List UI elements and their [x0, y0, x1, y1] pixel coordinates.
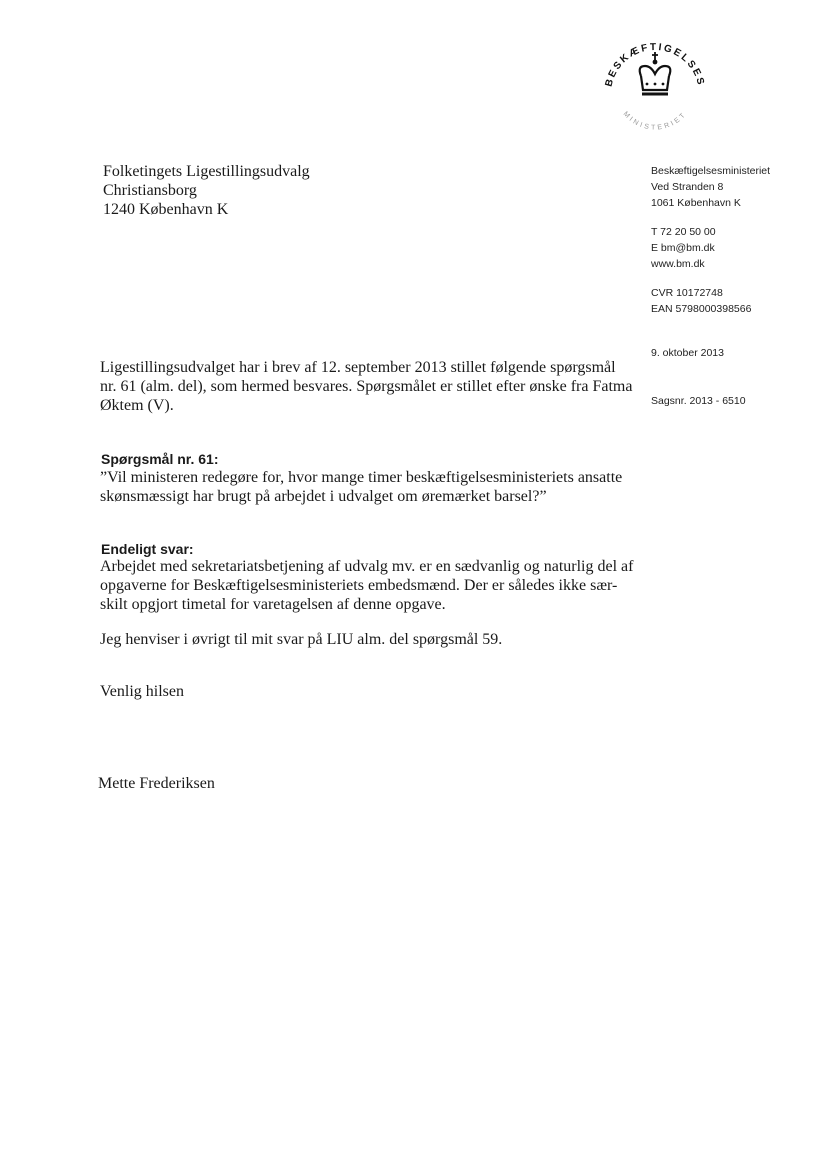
question-heading: Spørgsmål nr. 61:: [101, 451, 219, 467]
sender-name: Beskæftigelsesministeriet: [651, 165, 771, 177]
closing-greeting: Venlig hilsen: [100, 683, 184, 700]
sender-web: www.bm.dk: [651, 258, 705, 270]
answer-line: skilt opgjort timetal for varetagelsen af denne opgave.: [100, 596, 446, 613]
question-text: [100, 468, 622, 506]
svg-text:BESKÆFTIGELSES: [604, 42, 707, 88]
logo-ring-bottom-text: MINISTERIET: [621, 110, 689, 132]
intro-line: Ligestillingsudvalget har i brev af 12. september 2013 stillet følgende spørgsmål: [100, 359, 616, 376]
sender-ean: EAN 5798000398566: [651, 303, 752, 315]
answer-line: opgaverne for Beskæftigelsesministeriets embedsmænd. Der er således ikke sær-: [100, 577, 618, 594]
sender-phone: T 72 20 50 00: [651, 226, 716, 238]
question-line: skønsmæssigt har brugt på arbejdet i udvalget om øremærket barsel?”: [100, 488, 547, 505]
intro-line: nr. 61 (alm. del), som hermed besvares. Spørgsmålet er stillet efter ønske fra Fatma: [100, 378, 633, 395]
case-number: Sagsnr. 2013 - 6510: [651, 395, 746, 407]
sender-address: [651, 163, 770, 211]
intro-line: Øktem (V).: [100, 397, 174, 414]
question-line: ”Vil ministeren redegøre for, hvor mange timer beskæftigelsesministeriets ansatte: [100, 469, 623, 486]
sender-cvr: CVR 10172748: [651, 287, 723, 299]
ministry-crown-logo: [597, 38, 713, 138]
answer-heading: Endeligt svar:: [101, 541, 194, 557]
recipient-line: Christiansborg: [103, 182, 197, 199]
sender-email: E bm@bm.dk: [651, 242, 715, 254]
crown-icon: [640, 52, 671, 94]
recipient-address: [103, 162, 310, 219]
signature-name: Mette Frederiksen: [98, 775, 215, 792]
answer-text: [100, 557, 633, 614]
sender-registration: [651, 285, 751, 317]
logo-ring-top-text: BESKÆFTIGELSES: [603, 41, 707, 88]
recipient-line: Folketingets Ligestillingsudvalg: [103, 163, 310, 180]
svg-text:MINISTERIET: [622, 111, 689, 132]
letter-date: 9. oktober 2013: [651, 347, 724, 359]
recipient-line: 1240 København K: [103, 201, 229, 218]
sender-contact: [651, 224, 716, 272]
sender-street: Ved Stranden 8: [651, 181, 724, 193]
answer-reference: Jeg henviser i øvrigt til mit svar på LIU alm. del spørgsmål 59.: [100, 631, 503, 648]
intro-paragraph: [100, 358, 632, 415]
answer-line: Arbejdet med sekretariatsbetjening af udvalg mv. er en sædvanlig og naturlig del af: [100, 558, 634, 575]
sender-city: 1061 København K: [651, 197, 741, 209]
